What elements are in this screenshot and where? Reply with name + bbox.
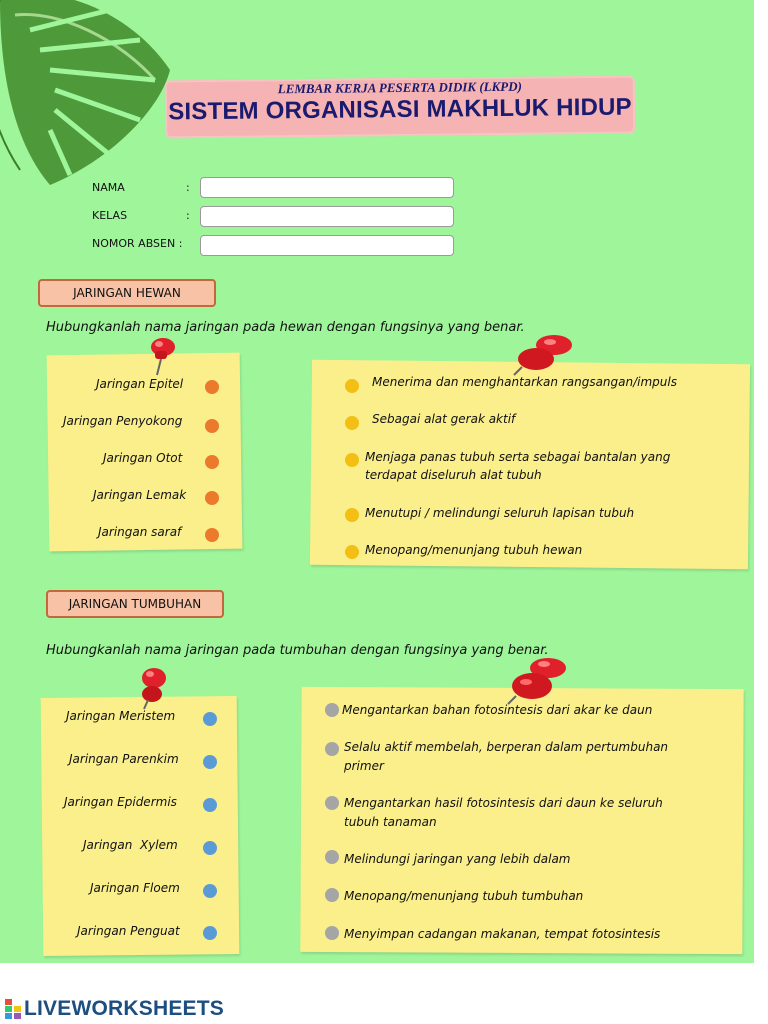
kelas-field[interactable] bbox=[200, 206, 454, 227]
hewan-function-1: Menerima dan menghantarkan rangsangan/impuls bbox=[372, 375, 677, 389]
tumbuhan-function-5-dot[interactable] bbox=[325, 888, 339, 902]
hewan-function-4-dot[interactable] bbox=[345, 508, 359, 522]
pushpin-icon bbox=[510, 333, 576, 377]
tumbuhan-function-2-line1: Selalu aktif membelah, berperan dalam pertumbuhan bbox=[344, 740, 669, 754]
pushpin-icon bbox=[143, 333, 181, 377]
tumbuhan-tissue-epidermis: Jaringan Epidermis bbox=[64, 795, 177, 809]
hewan-function-2: Sebagai alat gerak aktif bbox=[372, 412, 516, 426]
tumbuhan-function-3-dot[interactable] bbox=[325, 796, 339, 810]
tumbuhan-tissue-xylem: Jaringan Xylem bbox=[83, 838, 178, 852]
tumbuhan-tissue-penguat-dot[interactable] bbox=[203, 926, 217, 940]
tumbuhan-function-5: Menopang/menunjang tubuh tumbuhan bbox=[344, 889, 584, 903]
tumbuhan-function-6: Menyimpan cadangan makanan, tempat fotosintesis bbox=[344, 927, 661, 941]
worksheet-title: SISTEM ORGANISASI MAKHLUK HIDUP bbox=[168, 93, 632, 126]
tumbuhan-function-1-dot[interactable] bbox=[325, 703, 339, 717]
kelas-colon: : bbox=[186, 209, 190, 222]
hewan-function-4: Menutupi / melindungi seluruh lapisan tubuh bbox=[365, 506, 635, 520]
kelas-label: KELAS bbox=[92, 209, 128, 222]
liveworksheets-logo-icon bbox=[4, 998, 22, 1020]
note-hewan-functions bbox=[310, 360, 750, 570]
instruction-tumbuhan: Hubungkanlah nama jaringan pada tumbuhan dengan fungsinya yang benar. bbox=[46, 643, 549, 658]
section-jaringan-hewan: JARINGAN HEWAN bbox=[38, 279, 216, 307]
hewan-tissue-otot-dot[interactable] bbox=[205, 455, 219, 469]
tumbuhan-function-2-dot[interactable] bbox=[325, 742, 339, 756]
monstera-leaf-decoration bbox=[0, 0, 190, 200]
hewan-function-1-dot[interactable] bbox=[345, 379, 359, 393]
title-banner bbox=[165, 76, 636, 139]
tumbuhan-tissue-floem: Jaringan Floem bbox=[90, 881, 180, 895]
section-jaringan-tumbuhan: JARINGAN TUMBUHAN bbox=[46, 590, 224, 618]
hewan-function-5: Menopang/menunjang tubuh hewan bbox=[365, 543, 583, 557]
tumbuhan-function-3-line2: tubuh tanaman bbox=[344, 815, 437, 829]
tumbuhan-tissue-parenkim-dot[interactable] bbox=[203, 755, 217, 769]
pushpin-icon bbox=[502, 656, 570, 706]
hewan-tissue-epitel-dot[interactable] bbox=[205, 380, 219, 394]
liveworksheets-logo bbox=[4, 994, 224, 1024]
nama-colon: : bbox=[186, 181, 190, 194]
tumbuhan-function-4: Melindungi jaringan yang lebih dalam bbox=[344, 852, 571, 866]
note-tumbuhan-tissues bbox=[41, 696, 240, 956]
tumbuhan-tissue-meristem-dot[interactable] bbox=[203, 712, 217, 726]
hewan-function-3-dot[interactable] bbox=[345, 453, 359, 467]
hewan-tissue-epitel: Jaringan Epitel bbox=[96, 377, 184, 391]
hewan-tissue-lemak-dot[interactable] bbox=[205, 491, 219, 505]
hewan-function-3-line1: Menjaga panas tubuh serta sebagai bantalan yang bbox=[365, 450, 671, 464]
tumbuhan-tissue-meristem: Jaringan Meristem bbox=[66, 709, 176, 723]
hewan-function-2-dot[interactable] bbox=[345, 416, 359, 430]
hewan-tissue-otot: Jaringan Otot bbox=[103, 451, 183, 465]
tumbuhan-function-1: Mengantarkan bahan fotosintesis dari akar ke daun bbox=[342, 703, 653, 717]
nama-label: NAMA bbox=[92, 181, 125, 194]
hewan-function-5-dot[interactable] bbox=[345, 545, 359, 559]
hewan-tissue-penyokong: Jaringan Penyokong bbox=[63, 414, 183, 428]
liveworksheets-brand: LIVEWORKSHEETS bbox=[24, 997, 224, 1020]
tumbuhan-tissue-epidermis-dot[interactable] bbox=[203, 798, 217, 812]
tumbuhan-function-3-line1: Mengantarkan hasil fotosintesis dari daun ke seluruh bbox=[344, 796, 663, 810]
hewan-tissue-saraf-dot[interactable] bbox=[205, 528, 219, 542]
tumbuhan-function-2-line2: primer bbox=[344, 759, 384, 773]
tumbuhan-function-6-dot[interactable] bbox=[325, 926, 339, 940]
pushpin-icon bbox=[134, 664, 172, 710]
tumbuhan-tissue-floem-dot[interactable] bbox=[203, 884, 217, 898]
instruction-hewan: Hubungkanlah nama jaringan pada hewan dengan fungsinya yang benar. bbox=[46, 320, 525, 335]
nomor-absen-label: NOMOR ABSEN : bbox=[92, 237, 183, 250]
tumbuhan-tissue-parenkim: Jaringan Parenkim bbox=[69, 752, 179, 766]
hewan-tissue-saraf: Jaringan saraf bbox=[98, 525, 182, 539]
worksheet-subtitle: LEMBAR KERJA PESERTA DIDIK (LKPD) bbox=[277, 78, 522, 97]
nama-field[interactable] bbox=[200, 177, 454, 198]
tumbuhan-tissue-xylem-dot[interactable] bbox=[203, 841, 217, 855]
tumbuhan-tissue-penguat: Jaringan Penguat bbox=[77, 924, 180, 938]
hewan-tissue-penyokong-dot[interactable] bbox=[205, 419, 219, 433]
nomor-absen-field[interactable] bbox=[200, 235, 454, 256]
hewan-tissue-lemak: Jaringan Lemak bbox=[93, 488, 187, 502]
hewan-function-3-line2: terdapat diseluruh alat tubuh bbox=[365, 468, 542, 482]
tumbuhan-function-4-dot[interactable] bbox=[325, 850, 339, 864]
